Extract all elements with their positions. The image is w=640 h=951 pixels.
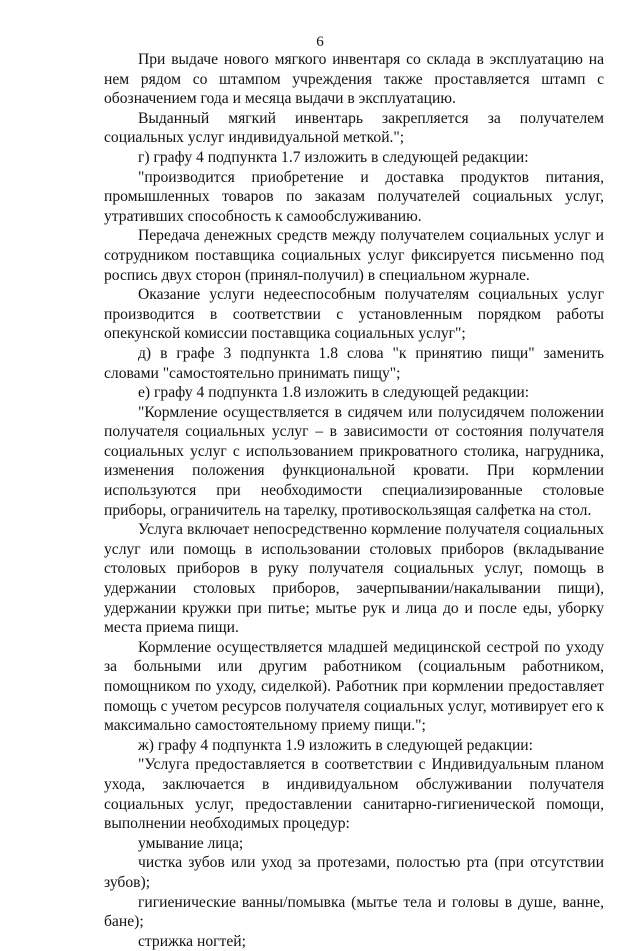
paragraph: "Услуга предоставляется в соответствии с Индивидуальным планом ухода, заключается в индивидуальном обслуживании получателя социальных услуг, предоставлении санитарно-гигиенической помощи, выполнении необходимых процедур:	[104, 756, 604, 833]
page-number: 6	[316, 34, 324, 50]
paragraph: ж) графу 4 подпункта 1.9 изложить в следующей редакции:	[138, 736, 533, 754]
list-item: умывание лица;	[138, 834, 244, 852]
paragraph: е) графу 4 подпункта 1.8 изложить в следующей редакции:	[138, 384, 530, 402]
paragraph: Кормление осуществляется младшей медицинской сестрой по уходу за больными или другим работником (социальным работником, помощником по уходу, сиделкой). Работник при кормлении предоставляет помощь с учетом ресурсов получателя социальных услуг, мотивирует его к максимально самостоятельному приему пищи.";	[104, 638, 604, 735]
document-body	[104, 50, 604, 951]
paragraph: Выданный мягкий инвентарь закрепляется за получателем социальных услуг индивидуальной меткой.";	[104, 109, 604, 147]
paragraph: Передача денежных средств между получателем социальных услуг и сотрудником поставщика социальных услуг фиксируется письменно под роспись двух сторон (принял-получил) в специальном журнале.	[104, 227, 604, 284]
list-item: гигиенические ванны/помывка (мытье тела и головы в душе, ванне, бане);	[104, 893, 604, 931]
paragraph: При выдаче нового мягкого инвентаря со склада в эксплуатацию на нем рядом со штампом учреждения также проставляется штамп с обозначением года и месяца выдачи в эксплуатацию.	[104, 51, 604, 108]
paragraph: д) в графе 3 подпункта 1.8 слова "к принятию пищи" заменить словами "самостоятельно принимать пищу";	[104, 344, 604, 382]
list-item: стрижка ногтей;	[138, 932, 246, 950]
list-item: чистка зубов или уход за протезами, полостью рта (при отсутствии зубов);	[104, 854, 604, 891]
paragraph: "производится приобретение и доставка продуктов питания, промышленных товаров по заказам получателей социальных услуг, утративших способность к самообслуживанию.	[104, 168, 604, 225]
paragraph: "Кормление осуществляется в сидячем или полусидячем положении получателя социальных услуг – в зависимости от состояния получателя социальных услуг с использованием прикроватного столика, нагрудника, изменения положения функциональной кровати. При кормлении используются при необходимости специализированные столовые приборы, ограничитель на тарелку, противоскользящая салфетка на стол.	[104, 403, 604, 519]
paragraph: Услуга включает непосредственно кормление получателя социальных услуг или помощь в использовании столовых приборов (вкладывание столовых приборов в руку получателя социальных услуг, помощь в удержании столовых приборов, зачерпывании/накалывании пищи), удержании кружки при питье; мытье рук и лица до и после еды, уборку места приема пищи.	[104, 521, 604, 637]
paragraph: Оказание услуги недееспособным получателям социальных услуг производится в соответствии с установленным порядком работы опекунской комиссии поставщика социальных услуг";	[104, 286, 604, 343]
paragraph: г) графу 4 подпункта 1.7 изложить в следующей редакции:	[138, 148, 529, 166]
